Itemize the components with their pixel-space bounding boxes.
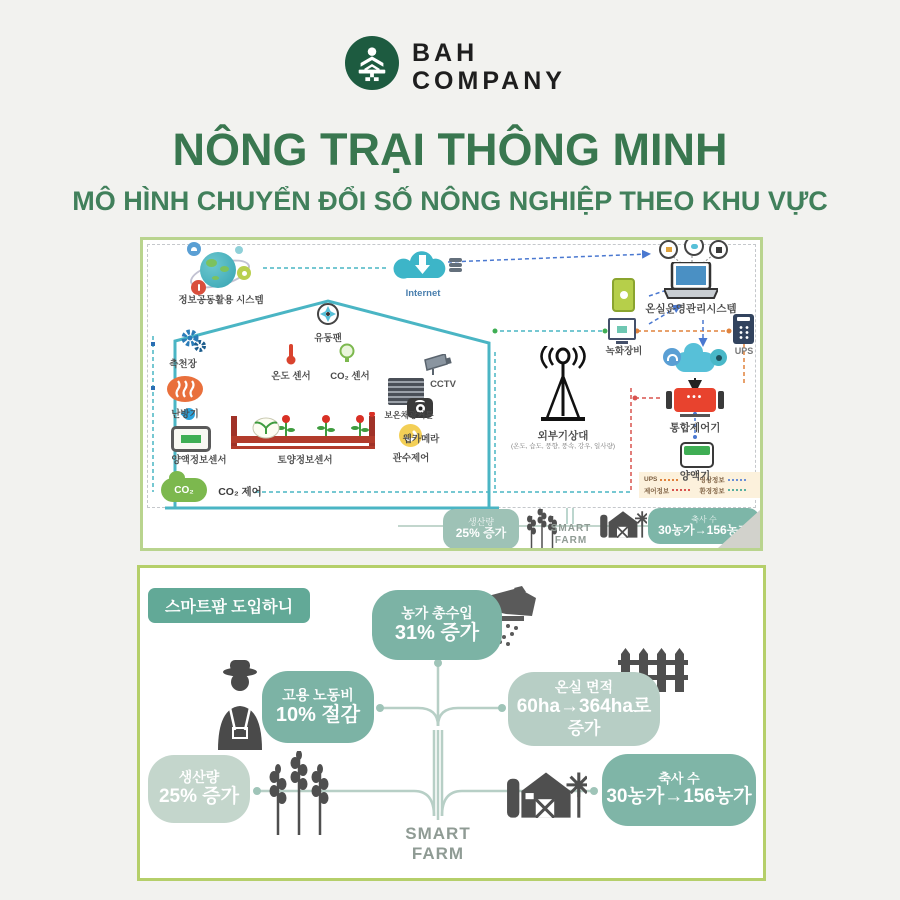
heater-icon — [167, 376, 203, 402]
legend-line-ups — [660, 479, 678, 481]
cctv-label: CCTV — [430, 379, 456, 390]
area-value2: 증가 — [567, 718, 601, 738]
brand-line1: BAH — [412, 39, 479, 67]
page-title: NÔNG TRẠI THÔNG MINH — [172, 124, 728, 175]
legend-line-environment — [728, 489, 746, 491]
barns-value: 30농가→156농가 — [606, 786, 752, 808]
smartphone-icon — [612, 278, 635, 312]
page-subtitle: MÔ HÌNH CHUYỂN ĐỔI SỐ NÔNG NGHIỆP THEO KHU VỰC — [72, 186, 828, 216]
curtain-label: 보온채광커튼 — [384, 410, 434, 420]
strip-barns-value: 30농가→156농가 — [658, 522, 750, 537]
fan-label: 유동팬 — [314, 333, 342, 344]
recorder-icon — [608, 318, 636, 340]
production-bubble — [148, 755, 250, 823]
side-vent-label: 측천장 — [169, 359, 197, 370]
area-bubble — [508, 672, 660, 746]
headset-satellite-icon — [187, 242, 201, 256]
ups-icon — [733, 314, 754, 344]
globe-icon — [200, 252, 236, 288]
brand-name — [412, 40, 566, 95]
production-label: 생산량 — [178, 769, 220, 786]
labor-bubble — [262, 671, 374, 743]
temperature-sensor-icon — [285, 343, 297, 365]
income-bubble — [372, 590, 502, 660]
tree-logo-icon — [353, 44, 391, 82]
infographic-headline: 스마트팜 도입하니 — [148, 588, 310, 623]
barns-label: 축사 수 — [658, 770, 700, 786]
legend-item-control: 제어정보 — [644, 486, 700, 495]
temp-sensor-label: 온도 센서 — [271, 371, 311, 382]
cloud-services-icon — [663, 342, 727, 378]
legend-item-video: 영상정보 — [700, 475, 756, 484]
labor-label: 고용 노동비 — [282, 686, 354, 703]
co2-badge: CO₂ — [174, 484, 194, 496]
company-logo — [345, 36, 399, 90]
cloud-sync-icon — [684, 237, 704, 256]
nutrient-unit-label: 양액기 — [679, 470, 711, 482]
page-curl — [718, 510, 760, 548]
internet-cloud-icon — [393, 246, 453, 284]
strip-barns-label: 축사 수 — [691, 514, 717, 524]
cctv-icon — [423, 354, 457, 376]
strip-production-label: 생산량 — [467, 516, 495, 527]
barns-bubble — [602, 754, 756, 826]
strip-barn-icon — [599, 506, 647, 538]
internet-label: Internet — [405, 288, 441, 299]
soil-sensor-bench-icon — [228, 412, 378, 454]
legend-item-ups: UPS — [644, 475, 700, 484]
strip-production-bubble — [443, 509, 519, 549]
webcam-label: 웹카메라 — [402, 434, 440, 445]
farmer-icon — [214, 658, 266, 750]
recorder-label: 녹화장비 — [605, 346, 643, 357]
info-system-label: 정보공동활용 시스템 — [178, 295, 264, 306]
area-label: 온실 면적 — [555, 679, 613, 695]
circulation-fan-icon — [317, 303, 339, 325]
legend-line-video — [728, 479, 746, 481]
integrated-controller-icon: ••• — [666, 388, 724, 412]
strip-production-value: 25% 증가 — [455, 526, 507, 541]
irrigation-label: 관수제어 — [392, 453, 430, 464]
folder-cloud-icon — [659, 240, 678, 259]
legend-line-control — [672, 489, 690, 491]
income-label: 농가 총수입 — [401, 604, 473, 621]
weather-station-sublabel: (온도, 습도, 풍향, 풍속, 강우, 일사량) — [510, 443, 616, 450]
dot-satellite-icon — [235, 246, 243, 254]
co2-sensor-label: CO₂ 센서 — [330, 371, 370, 382]
nutrient-sensor-label: 양액정보센서 — [171, 455, 227, 466]
income-value: 31% 증가 — [394, 622, 480, 645]
side-vent-gear-icon — [179, 328, 207, 354]
chart-cloud-icon — [709, 240, 728, 259]
nutrient-sensor-icon — [171, 426, 211, 452]
strip-smart-farm-label: SMART FARM — [550, 523, 592, 546]
soil-sensor-label: 토양정보센서 — [277, 455, 333, 466]
heater-label: 난방기 — [171, 409, 199, 420]
weather-station-icon — [535, 346, 591, 426]
brand-line2: COMPANY — [412, 66, 566, 95]
system-diagram-panel — [140, 237, 763, 551]
mgmt-system-label: 온실운영관리시스템 — [645, 303, 737, 315]
weather-station-label: 외부기상대 — [537, 430, 589, 442]
controller-label: 통합제어기 — [669, 422, 721, 434]
ups-label: UPS — [734, 346, 754, 356]
camera-satellite-icon — [237, 266, 251, 280]
nutrient-unit-icon — [680, 442, 714, 468]
legend-item-environment: 환경정보 — [700, 486, 756, 495]
co2-control-icon — [161, 478, 207, 502]
benefits-infographic-panel — [137, 565, 766, 881]
co2-sensor-bulb-icon — [339, 343, 355, 365]
smart-farm-label: SMART FARM — [405, 824, 471, 864]
area-value: 60ha→364ha로 — [516, 695, 652, 717]
production-value: 25% 증가 — [158, 786, 239, 807]
labor-value: 10% 절감 — [275, 704, 361, 727]
barn-icon — [505, 764, 587, 818]
laptop-icon — [664, 262, 718, 300]
wheat-icon — [266, 751, 332, 835]
co2-control-label: CO₂ 제어 — [218, 486, 262, 498]
